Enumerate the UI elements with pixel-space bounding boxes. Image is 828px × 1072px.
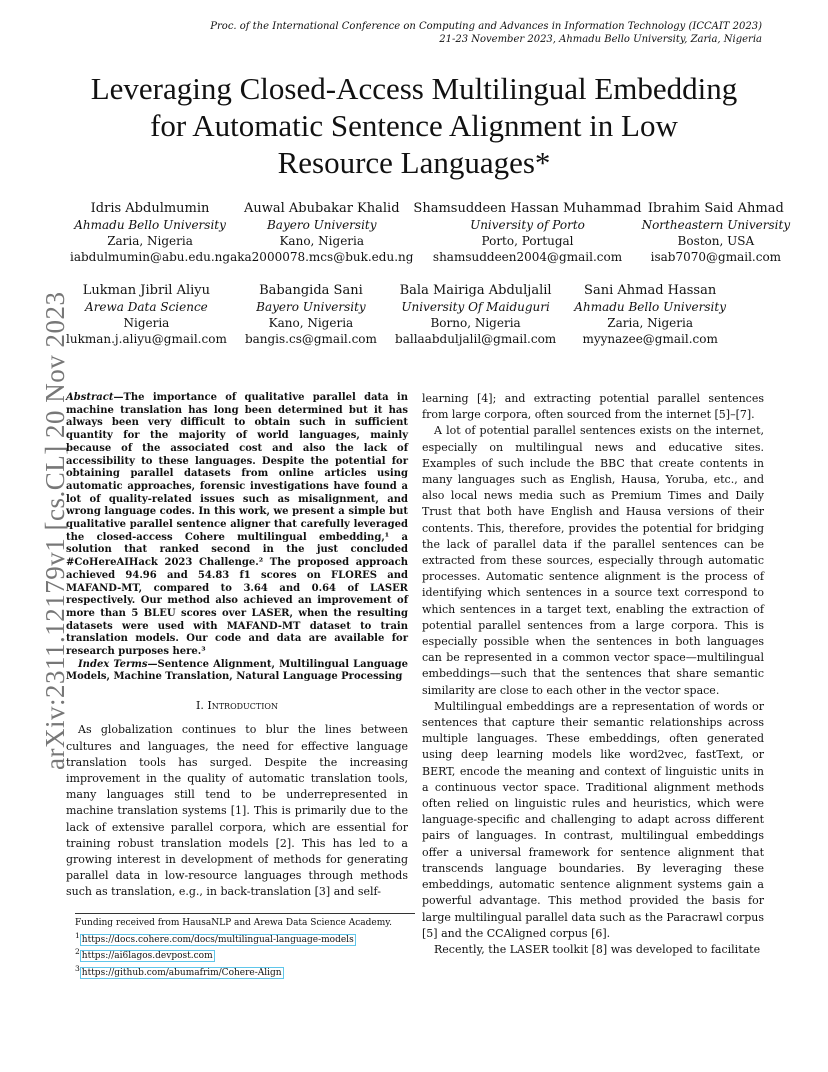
footnote-link[interactable]: https://docs.cohere.com/docs/multilingual-language-models (81, 934, 354, 945)
author-name: Shamsuddeen Hassan Muhammad (413, 201, 642, 216)
author-location: Porto, Portugal (481, 234, 574, 248)
paragraph: Recently, the LASER toolkit [8] was developed to facilitate (434, 942, 761, 956)
author-name: Bala Mairiga Abduljalil (399, 283, 552, 298)
author-location: Kano, Nigeria (268, 316, 354, 330)
author-name: Babangida Sani (259, 283, 363, 298)
footnote-2 (75, 946, 420, 963)
author-affiliation: University of Porto (470, 218, 585, 232)
author-block (230, 201, 413, 265)
abstract-text: —The importance of qualitative parallel data in machine translation has long been determined but it has always been very difficult to obtain such in sufficient quantity for the majority of world languages, mainly because of the associated cost and also the lack of accessibility to these languages. Despite the potential for obtaining parallel datasets from online articles using automatic approaches, forensic investigations have found a lot of quality-related issues such as misalignment, and wrong language codes. In this work, we present a simple but qualitative parallel sentence aligner that carefully leveraged the closed-access Cohere multilingual embedding,¹ a solution that ranked second in the just concluded #CoHereAIHack 2023 Challenge.² The proposed approach achieved 94.96 and 54.83 f1 scores on FLORES and MAFAND-MT, compared to 3.64 and 0.64 of LASER respectively. Our method also achieved an improvement of more than 5 BLEU scores over LASER, when the resulting datasets were used with MAFAND-MT dataset to train translation models. Our code and data are available for research purposes here.³ (66, 392, 408, 658)
author-block (245, 283, 377, 347)
title-line-3: Resource Languages* (277, 145, 551, 180)
author-block (574, 283, 726, 347)
conference-header (210, 20, 762, 46)
author-block (66, 283, 227, 347)
paragraph: A lot of potential parallel sentences exists on the internet, especially on multilingual news and educative sites. Examples of such include the BBC that create contents in many languages such as English, Hausa, Yoruba, etc., and also local news media such as Premium Times and Daily Trust that both have English and Hausa versions of their contents. This, therefore, provides the potential for bridging the lack of parallel data if the parallel sentences can be extracted from these sources, especially through automatic processes. Automatic sentence alignment is the process of identifying which sentences in a source text correspond to which sentences in a target text, enabling the extraction of potential parallel sentences from a large corpora. This is especially possible when the sentences in both languages can be represented in a common vector space—multilingual embeddings—such that the sentences that share semantic similarity are close to each other in the vector space. (422, 424, 764, 697)
author-email[interactable]: bangis.cs@gmail.com (244, 332, 377, 346)
title-line-2: for Automatic Sentence Alignment in Low (150, 108, 678, 143)
arxiv-stamp: arXiv:2311.12179v1 [cs.CL] 20 Nov 2023 (40, 291, 70, 770)
footnote-link[interactable]: https://ai6lagos.devpost.com (81, 951, 213, 961)
author-name: Auwal Abubakar Khalid (243, 201, 400, 216)
abstract-label: Abstract (66, 392, 114, 403)
footnote-number: 3 (75, 963, 80, 973)
author-name: Sani Ahmad Hassan (584, 283, 717, 298)
right-column (422, 391, 764, 958)
index-terms-label: Index Terms (78, 658, 148, 670)
authors-row-1 (70, 201, 791, 265)
author-affiliation: Bayero University (256, 300, 366, 314)
author-email[interactable]: aka2000078.mcs@buk.edu.ng (230, 250, 414, 264)
author-affiliation: Ahmadu Bello University (74, 218, 226, 232)
author-email[interactable]: ballaabduljalil@gmail.com (395, 332, 557, 346)
index-terms-text: —Sentence Alignment, Multilingual Language Models, Machine Translation, Natural Language Processing (66, 658, 408, 683)
author-block (413, 201, 641, 265)
title-line-1: Leveraging Closed-Access Multilingual Embedding (90, 71, 738, 106)
left-column (66, 392, 408, 901)
abstract (66, 392, 408, 659)
author-affiliation: Ahmadu Bello University (574, 300, 726, 314)
paragraph: Multilingual embeddings are a representation of words or sentences that capture their semantic relationships across multiple languages. These embeddings, often generated using deep learning models like word2vec, fastText, or BERT, encode the meaning and context of linguistic units in a continuous vector space. Traditional alignment methods often relied on linguistic rules and heuristics, which were language-specific and challenging to adapt across different pairs of languages. In contrast, multilingual embeddings offer a universal framework for sentence alignment that transcends language boundaries. By leveraging these embeddings, automatic sentence alignment systems gain a powerful advantage. This method provided the basis for large multilingual parallel data such as the Paracrawl corpus [5] and the CCAligned corpus [6]. (422, 699, 764, 940)
author-name: Ibrahim Said Ahmad (647, 201, 784, 216)
author-location: Kano, Nigeria (279, 234, 365, 248)
author-email[interactable]: iabdulmumin@abu.edu.ng (70, 250, 231, 264)
footnote-divider (75, 913, 415, 914)
paper-title (55, 70, 773, 181)
intro-paragraph: As globalization continues to blur the lines between cultures and languages, the need for effective language translation tools has surged. Despite the increasing improvement in the quality of automatic translation tools, many languages still tend to be underrepresented in machine translation systems [1]. This is primarily due to the lack of extensive parallel corpora, which are essential for training robust translation models [2]. This has led to a growing interest in development of methods for generating parallel data in low-resource languages through methods such as translation, e.g., in back-translation [3] and self- (66, 723, 408, 899)
footnotes (75, 918, 420, 979)
paragraph-continuation: learning [4]; and extracting potential parallel sentences from large corpora, often sourced from the internet [5]–[7]. (422, 392, 764, 422)
authors-row-2 (66, 283, 726, 347)
author-location: Zaria, Nigeria (607, 316, 693, 330)
author-block (70, 201, 230, 265)
footnote-3 (75, 963, 420, 980)
funding-note: Funding received from HausaNLP and Arewa Data Science Academy. (75, 918, 392, 928)
author-location: Boston, USA (677, 234, 755, 248)
author-affiliation: Bayero University (266, 218, 377, 232)
author-email[interactable]: shamsuddeen2004@gmail.com (432, 250, 623, 264)
footnote-1 (75, 930, 420, 947)
author-email[interactable]: isab7070@gmail.com (650, 250, 782, 264)
author-block (395, 283, 556, 347)
conference-line-2: 21-23 November 2023, Ahmadu Bello University, Zaria, Nigeria (439, 34, 762, 45)
author-affiliation: University Of Maiduguri (401, 300, 550, 314)
author-name: Idris Abdulmumin (90, 201, 210, 216)
conference-line-1: Proc. of the International Conference on Computing and Advances in Information Technology (ICCAIT 2023) (210, 21, 762, 32)
author-location: Nigeria (123, 316, 170, 330)
section-heading: I. Introduction (196, 699, 278, 713)
author-email[interactable]: myynazee@gmail.com (582, 332, 718, 346)
author-block (642, 201, 791, 265)
footnote-link[interactable]: https://github.com/abumafrim/Cohere-Align (81, 967, 282, 978)
author-location: Zaria, Nigeria (107, 234, 193, 248)
author-affiliation: Arewa Data Science (85, 300, 208, 314)
author-affiliation: Northeastern University (641, 218, 791, 232)
footnote-number: 2 (75, 947, 80, 956)
author-name: Lukman Jibril Aliyu (82, 283, 211, 298)
author-email[interactable]: lukman.j.aliyu@gmail.com (66, 332, 227, 346)
footnote-number: 1 (75, 930, 80, 940)
index-terms (66, 659, 408, 684)
author-location: Borno, Nigeria (430, 316, 521, 330)
